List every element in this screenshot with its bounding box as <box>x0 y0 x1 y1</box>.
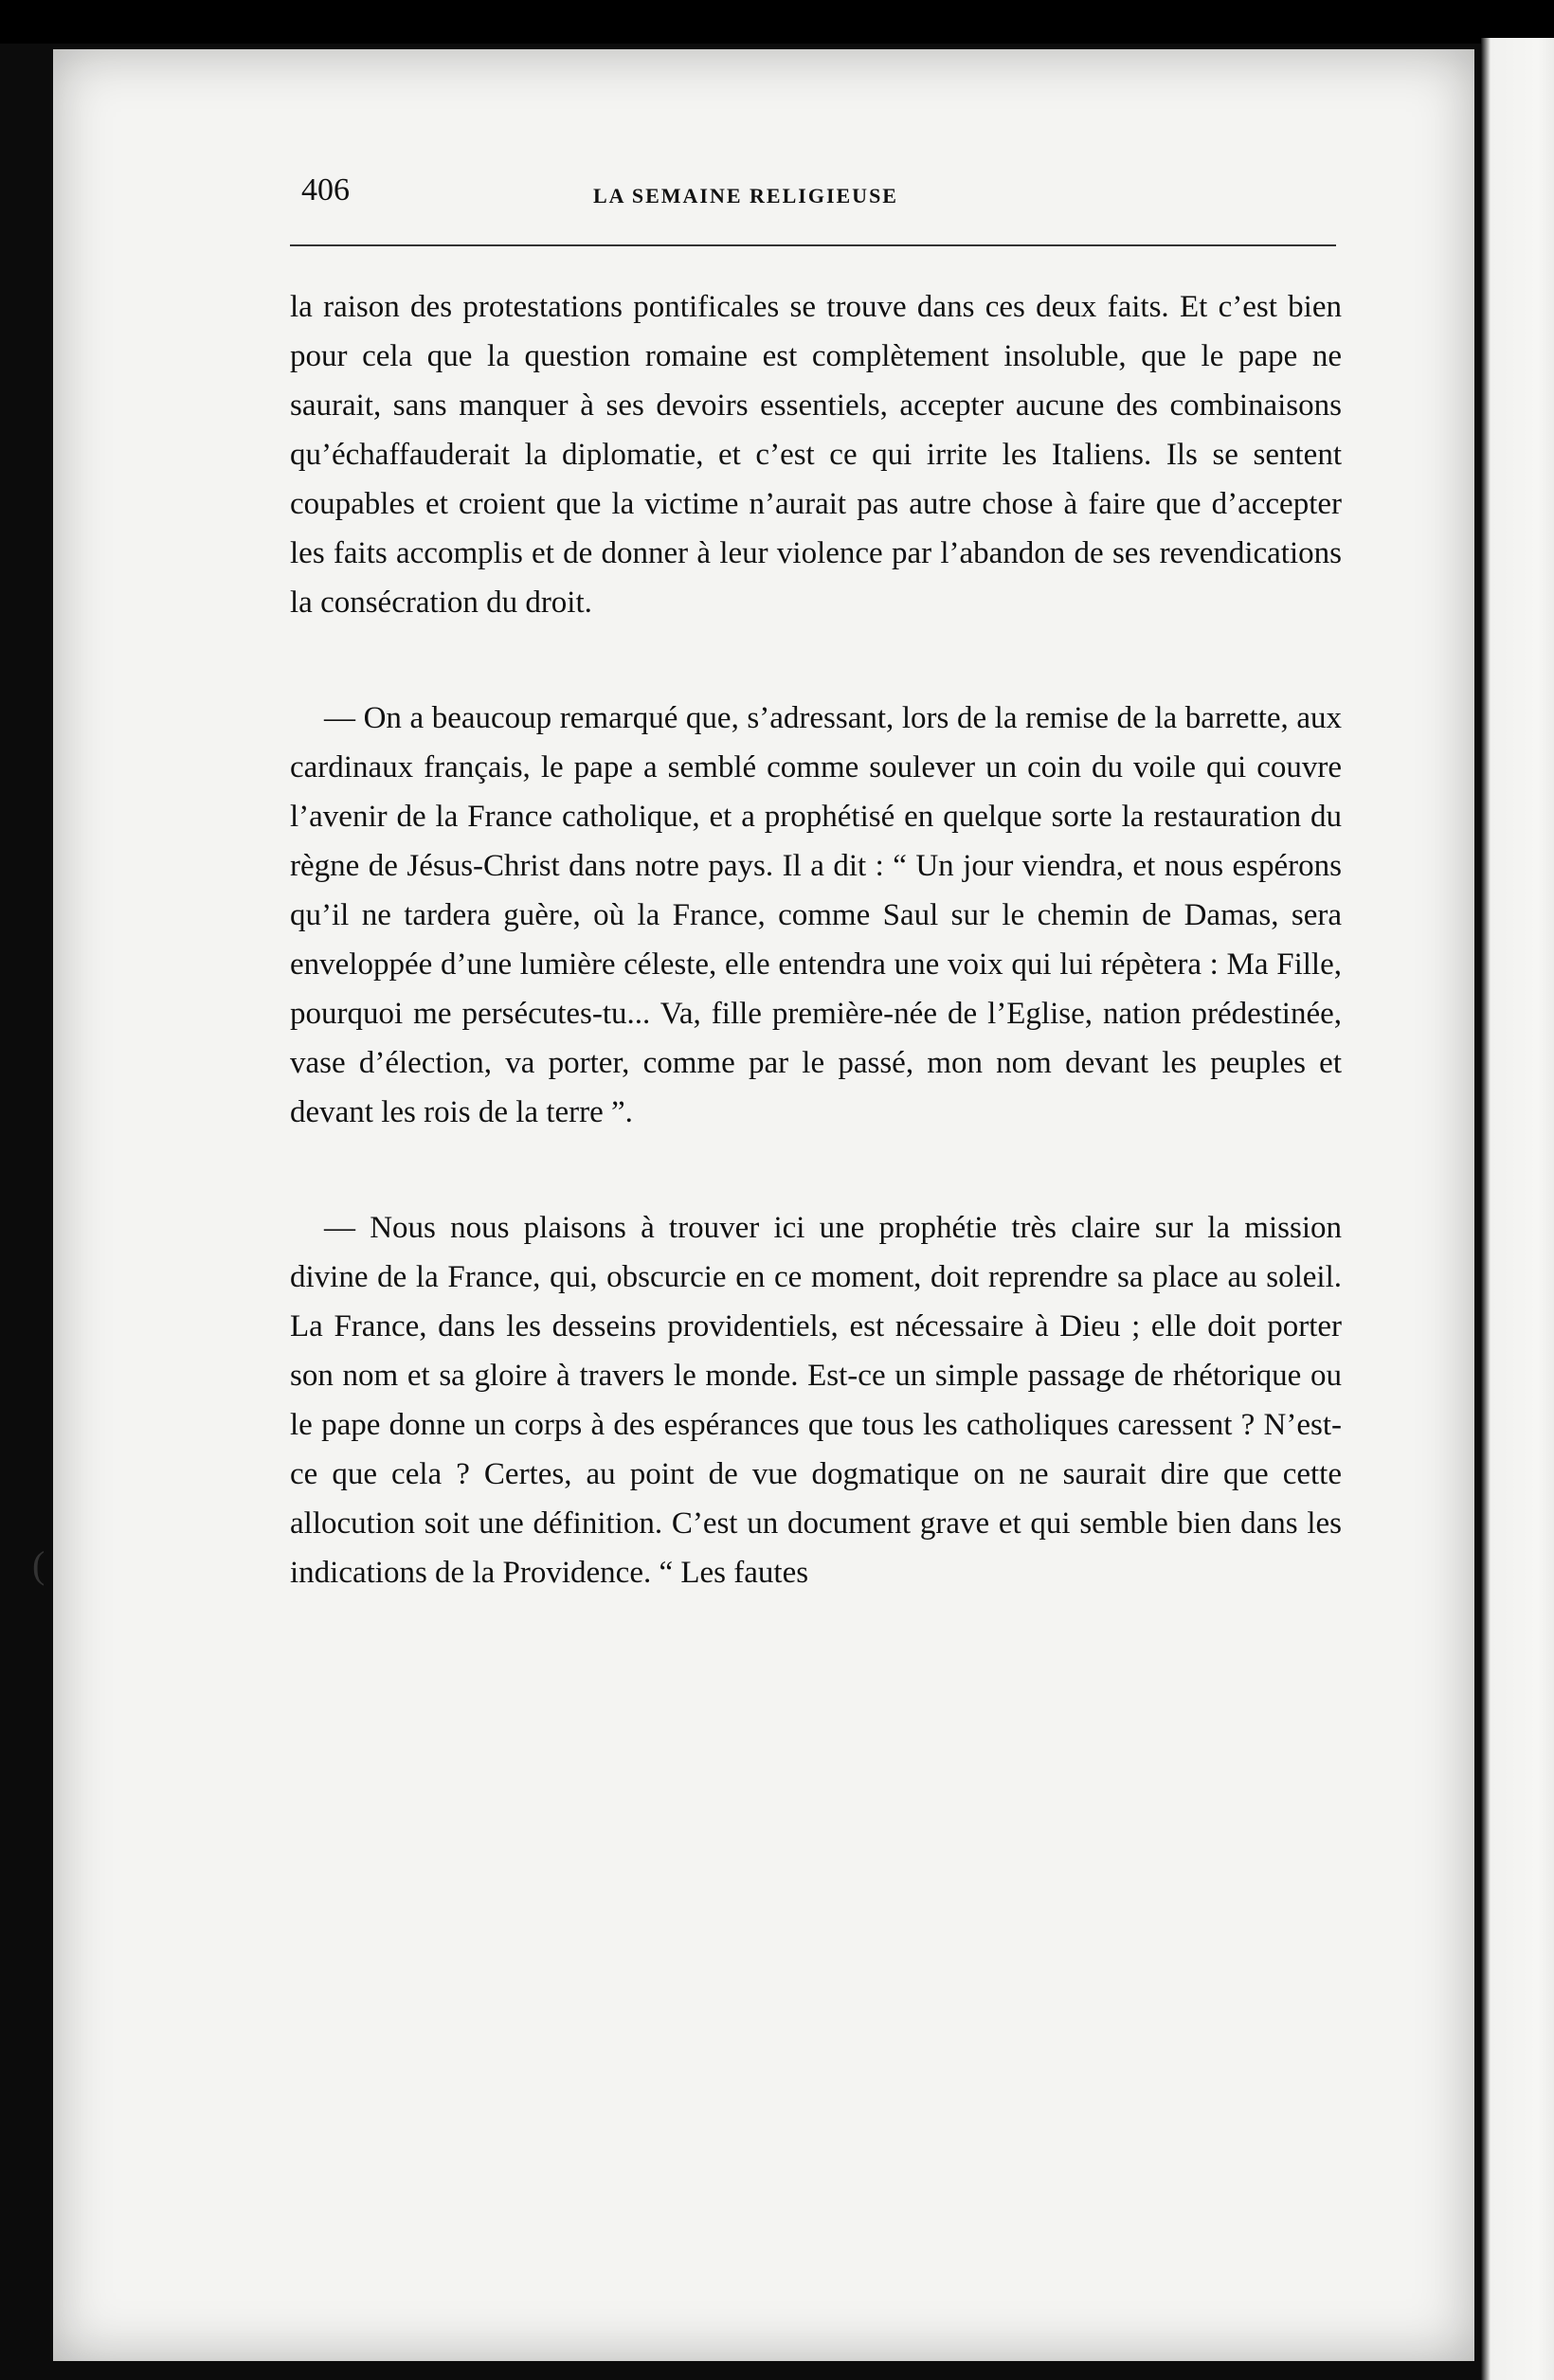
page-header <box>301 172 1332 218</box>
paragraph-1: la raison des protestations pontificales se trouve dans ces deux faits. Et c’est bien pour cela que la question romaine est complètement insoluble, que le pape ne saurait, sans manquer à ses devoirs essentiels, accepter aucune des combinaisons qu’échaffauderait la diplomatie, et c’est ce qui irrite les Italiens. Ils se sentent coupables et croient que la victime n’aurait pas autre chose à faire que d’accepter les faits accomplis et de donner à leur violence par l’abandon de ses revendications la consécration du droit. <box>290 290 1342 620</box>
body-text <box>290 282 1342 1597</box>
page-number: 406 <box>301 172 350 207</box>
adjacent-page-edge <box>1481 38 1554 2380</box>
paragraph-2: — On a beaucoup remarqué que, s’adressant, lors de la remise de la barrette, aux cardinaux français, le pape a semblé comme soulever un coin du voile qui couvre l’avenir de la France catholique, et a prophétisé en quelque sorte la restauration du règne de Jésus-Christ dans notre pays. Il a dit : “ Un jour viendra, et nous espérons qu’il ne tardera guère, où la France, comme Saul sur le chemin de Damas, sera enveloppée d’une lumière céleste, elle entendra une voix qui lui répètera : Ma Fille, pourquoi me persécutes-tu... Va, fille première-née de l’Eglise, nation prédestinée, vase d’élection, va porter, comme par le passé, mon nom devant les peuples et devant les rois de la terre ”. <box>290 701 1342 1129</box>
scan-border-top <box>0 0 1554 44</box>
running-title: LA SEMAINE RELIGIEUSE <box>593 184 898 207</box>
header-rule <box>290 244 1336 246</box>
paragraph-gap <box>290 627 1342 694</box>
paragraph-gap <box>290 1137 1342 1203</box>
paragraph-3: — Nous nous plaisons à trouver ici une prophétie très claire sur la mission divine de la France, qui, obscurcie en ce moment, doit reprendre sa place au soleil. La France, dans les desseins providentiels, est nécessaire à Dieu ; elle doit porter son nom et sa gloire à travers le monde. Est-ce un simple passage de rhétorique ou le pape donne un corps à des espérances que tous les catholiques caressent ? N’est-ce que cela ? Certes, au point de vue dogmatique on ne saurait dire que cette allocution soit une définition. C’est un document grave et qui semble bien dans les indications de la Providence. “ Les fautes <box>290 1211 1342 1590</box>
scan-mark: ( <box>32 1543 45 1586</box>
